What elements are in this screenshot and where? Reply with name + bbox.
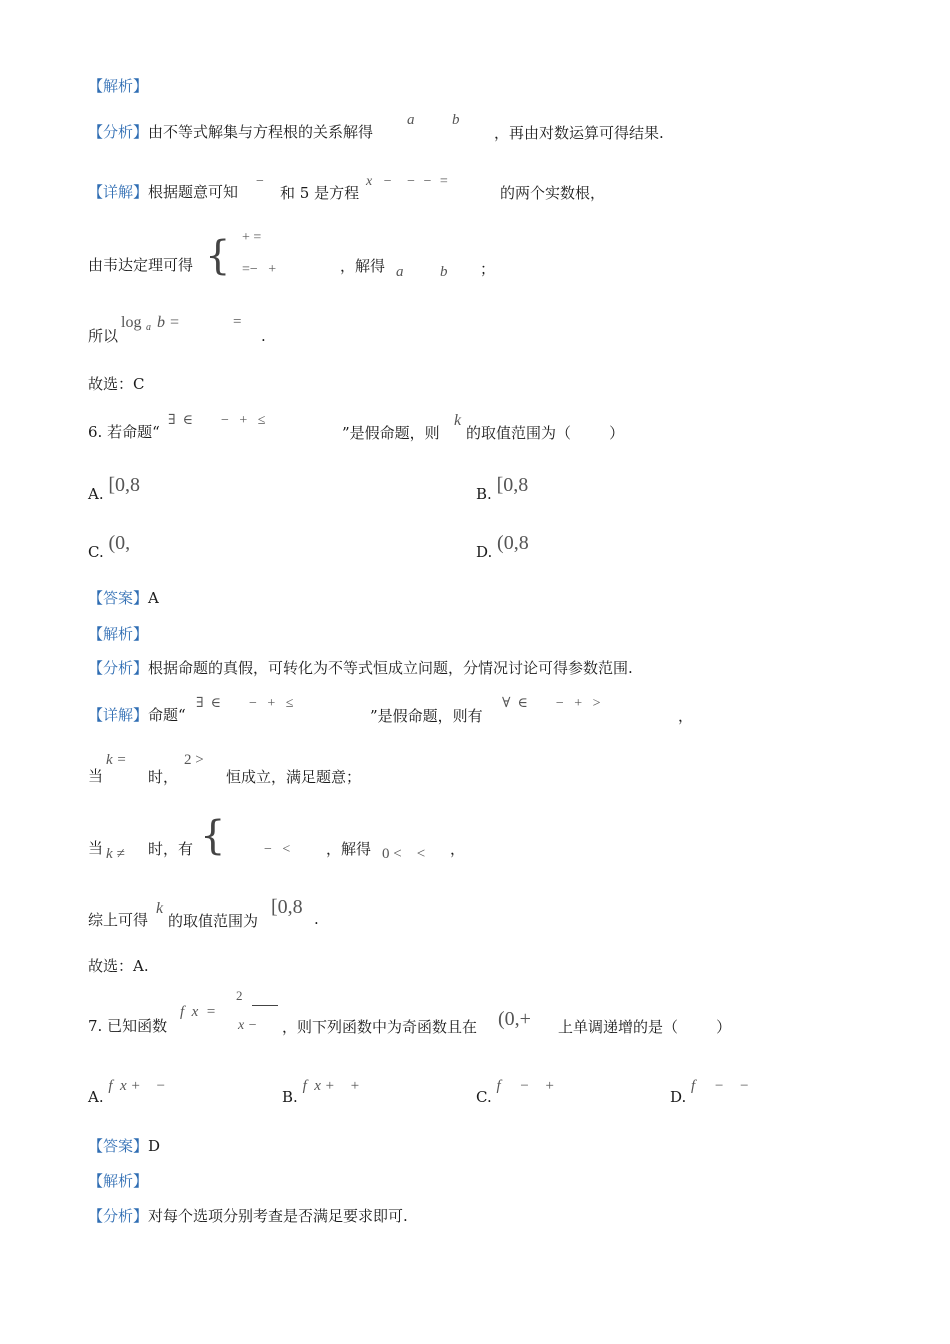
q6-option-b[interactable] bbox=[476, 474, 529, 505]
detail-text: 根据题意可知 bbox=[148, 183, 239, 201]
analysis-text: 根据命题的真假，可转化为不等式恒成立问题，分情况讨论可得参数范围. bbox=[148, 659, 633, 677]
result-b: b bbox=[440, 264, 448, 280]
q6-case2 bbox=[88, 838, 103, 858]
var-b: b bbox=[452, 112, 460, 128]
q7-numerator: 2 bbox=[236, 988, 243, 1003]
log-equals: = bbox=[233, 314, 242, 330]
q7-option-b[interactable] bbox=[282, 1078, 360, 1107]
summary-var-k: k bbox=[156, 900, 164, 917]
q7-option-d[interactable] bbox=[670, 1078, 750, 1107]
detail-tag: 【详解】 bbox=[88, 706, 149, 724]
q6-detail-text-3: ， bbox=[678, 707, 694, 725]
var-a: a bbox=[407, 112, 415, 128]
result-a: a bbox=[396, 264, 404, 280]
q6-option-c[interactable] bbox=[88, 532, 131, 563]
detail-text-3: 的两个实数根， bbox=[500, 184, 606, 202]
summary-text-2: 的取值范围为 bbox=[168, 912, 259, 930]
q6-answer bbox=[88, 588, 159, 608]
case1-text-2: 时， bbox=[148, 768, 179, 786]
q6-option-a[interactable] bbox=[88, 474, 141, 505]
q6-analysis-heading: 【解析】 bbox=[88, 625, 149, 643]
q6-text-3: 的取值范围为（ ） bbox=[466, 424, 625, 442]
answer-value: A bbox=[148, 589, 159, 607]
case2-text-2: 时，有 bbox=[148, 840, 194, 858]
q6-detail bbox=[88, 705, 186, 725]
system-brace: { bbox=[205, 233, 231, 279]
q6-detail-expr-2: ∀ ∈ − + > bbox=[502, 696, 601, 711]
q6-summary bbox=[88, 910, 148, 930]
q7-interval: (0,+ bbox=[498, 1008, 531, 1030]
analysis-line bbox=[88, 122, 373, 142]
analysis-text: 由不等式解集与方程根的关系解得 bbox=[148, 123, 374, 141]
case2-result: 0 < < bbox=[382, 846, 426, 862]
q7-text: 已知函数 bbox=[107, 1017, 168, 1035]
analysis-tag: 【分析】 bbox=[88, 123, 149, 141]
option-value: (0,8 bbox=[497, 532, 529, 554]
q6-case1 bbox=[88, 766, 103, 786]
option-label: D. bbox=[670, 1088, 687, 1106]
analysis-text: 对每个选项分别考查是否满足要求即可. bbox=[148, 1207, 408, 1225]
detail-text: 命题“ bbox=[148, 706, 186, 724]
q7-denominator: x − bbox=[238, 1018, 258, 1033]
option-value: f x + − bbox=[108, 1078, 166, 1094]
case2-text-4: ， bbox=[450, 840, 466, 858]
option-value: [0,8 bbox=[108, 474, 141, 496]
q6-var-k: k bbox=[454, 412, 462, 429]
q7-stem bbox=[88, 1016, 167, 1036]
q6-number: 6. bbox=[88, 423, 103, 441]
case2-brace: { bbox=[200, 813, 226, 859]
q7-option-c[interactable] bbox=[476, 1078, 555, 1107]
q7-text-3: 上单调递增的是（ ） bbox=[558, 1018, 732, 1036]
conclusion-c: 故选：C bbox=[88, 375, 145, 393]
log-period: . bbox=[261, 327, 266, 345]
case1-cond: k = bbox=[106, 752, 127, 768]
summary-text: 综上可得 bbox=[88, 911, 149, 929]
answer-tag: 【答案】 bbox=[88, 589, 149, 607]
case2-cond: k ≠ bbox=[106, 846, 125, 862]
q6-option-d[interactable] bbox=[476, 532, 529, 563]
log-arg: b = bbox=[157, 314, 180, 331]
answer-tag: 【答案】 bbox=[88, 1137, 149, 1155]
analysis-heading: 【解析】 bbox=[88, 77, 149, 95]
fraction-bar bbox=[252, 1005, 278, 1006]
log-text: 所以 bbox=[88, 327, 119, 345]
q6-stem bbox=[88, 422, 160, 442]
semicolon: ； bbox=[480, 260, 496, 278]
vieta-solve-text: ，解得 bbox=[340, 257, 386, 275]
log-line bbox=[88, 326, 118, 346]
detail-text-2: 和 5 是方程 bbox=[280, 184, 360, 202]
q7-fx: f x = bbox=[180, 1004, 216, 1020]
option-value: f − − bbox=[691, 1078, 750, 1094]
conclusion-a: 故选：A. bbox=[88, 957, 149, 975]
analysis-text-end: ，再由对数运算可得结果. bbox=[494, 124, 664, 142]
vieta-line bbox=[88, 255, 193, 275]
analysis-tag: 【分析】 bbox=[88, 659, 149, 677]
option-value: [0,8 bbox=[496, 474, 529, 496]
option-label: D. bbox=[476, 543, 493, 561]
analysis-tag: 【分析】 bbox=[88, 1207, 149, 1225]
q7-analysis bbox=[88, 1206, 408, 1226]
detail-tag: 【详解】 bbox=[88, 183, 149, 201]
option-value: f x + + bbox=[302, 1078, 360, 1094]
case-text: 当 bbox=[88, 767, 104, 785]
detail-line bbox=[88, 182, 238, 202]
q7-text-2: ，则下列函数中为奇函数且在 bbox=[282, 1018, 478, 1036]
option-value: (0, bbox=[108, 532, 131, 554]
log-symbol: log bbox=[121, 314, 142, 331]
case2-text-3: ，解得 bbox=[326, 840, 372, 858]
minus-sign: − bbox=[256, 174, 264, 189]
case1-expr: 2 > bbox=[184, 752, 204, 768]
system-row-1: + = bbox=[242, 230, 262, 245]
case1-text-3: 恒成立，满足题意； bbox=[226, 768, 362, 786]
case2-row-2: − < bbox=[264, 842, 291, 857]
option-label: C. bbox=[88, 543, 104, 561]
q6-detail-expr-1: ∃ ∈ − + ≤ bbox=[196, 696, 294, 711]
q7-number: 7. bbox=[88, 1017, 103, 1035]
answer-value: D bbox=[148, 1137, 161, 1155]
option-label: C. bbox=[476, 1088, 492, 1106]
case-text: 当 bbox=[88, 839, 104, 857]
log-base: a bbox=[146, 322, 151, 333]
q7-option-a[interactable] bbox=[88, 1078, 166, 1107]
option-label: A. bbox=[88, 1088, 104, 1106]
option-label: A. bbox=[88, 485, 104, 503]
summary-interval: [0,8 bbox=[271, 896, 303, 918]
q7-answer bbox=[88, 1136, 160, 1156]
q7-analysis-heading: 【解析】 bbox=[88, 1172, 149, 1190]
q6-expr: ∃ ∈ − + ≤ bbox=[168, 413, 266, 428]
equation: x − − − = bbox=[366, 174, 449, 189]
summary-period: . bbox=[314, 910, 319, 928]
system-row-2: =− + bbox=[242, 262, 277, 277]
vieta-text: 由韦达定理可得 bbox=[88, 256, 194, 274]
option-label: B. bbox=[476, 485, 492, 503]
q6-analysis bbox=[88, 658, 633, 678]
q6-text: 若命题“ bbox=[107, 423, 160, 441]
option-label: B. bbox=[282, 1088, 298, 1106]
q6-text-2: ”是假命题，则 bbox=[342, 424, 440, 442]
option-value: f − + bbox=[496, 1078, 555, 1094]
q6-detail-text-2: ”是假命题，则有 bbox=[370, 707, 483, 725]
